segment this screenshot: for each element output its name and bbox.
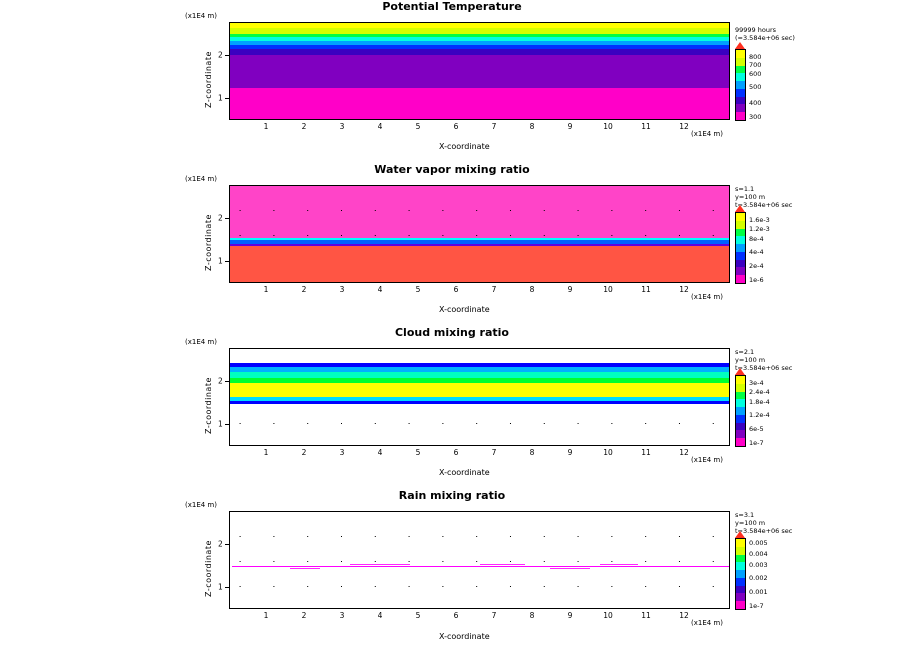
plot-area bbox=[229, 185, 730, 283]
colorbar-segment bbox=[736, 570, 745, 578]
colorbar-label: 6e-5 bbox=[749, 425, 764, 433]
panel-title: Cloud mixing ratio bbox=[394, 326, 509, 339]
colorbar-segment bbox=[736, 104, 745, 112]
colorbar-label: 2e-4 bbox=[749, 262, 764, 270]
panel-meta-line2: (=3.584e+06 sec) bbox=[735, 34, 795, 42]
colorbar-label: 3e-4 bbox=[749, 379, 764, 387]
colorbar-label: 2.4e-4 bbox=[749, 388, 770, 396]
x-tick: 7 bbox=[491, 285, 497, 294]
colorbar-segment bbox=[736, 213, 745, 221]
rain-contour-filament bbox=[350, 564, 410, 565]
panel-cloud-mixing-ratio bbox=[0, 326, 904, 486]
y-tick: 2 bbox=[218, 376, 223, 386]
x-tick: 6 bbox=[453, 611, 459, 620]
x-unit: (x1E4 m) bbox=[691, 130, 723, 138]
layer-band bbox=[230, 246, 729, 282]
colorbar-label: 1.8e-4 bbox=[749, 398, 770, 406]
panel-meta-line2: y=100 m bbox=[735, 519, 766, 527]
colorbar-segment bbox=[736, 244, 745, 252]
y-tickmark bbox=[225, 261, 229, 262]
colorbar-segment bbox=[736, 221, 745, 229]
grid-dots bbox=[230, 512, 729, 608]
colorbar-arrow bbox=[735, 42, 745, 49]
colorbar-segment bbox=[736, 58, 745, 66]
colorbar-label: 600 bbox=[749, 70, 762, 78]
x-tick: 12 bbox=[679, 611, 689, 620]
y-tickmark bbox=[225, 98, 229, 99]
colorbar-label: 0.005 bbox=[749, 539, 768, 547]
panel-meta-line1: s=1.1 bbox=[735, 185, 755, 193]
x-tick: 11 bbox=[641, 448, 651, 457]
x-tick: 8 bbox=[529, 448, 535, 457]
panel-meta-line1: 99999 hours bbox=[735, 26, 777, 34]
x-tick: 1 bbox=[263, 285, 269, 294]
y-tick: 2 bbox=[218, 50, 223, 60]
colorbar-segment bbox=[736, 430, 745, 438]
colorbar-segment bbox=[736, 586, 745, 594]
colorbar-segment bbox=[736, 392, 745, 400]
layer-band bbox=[230, 401, 729, 404]
colorbar-arrow bbox=[735, 531, 745, 538]
colorbar-segment bbox=[736, 73, 745, 81]
y-unit-top: (x1E4 m) bbox=[185, 338, 217, 346]
colorbar-segment bbox=[736, 423, 745, 431]
y-tick: 1 bbox=[218, 256, 223, 266]
colorbar-label: 1.2e-3 bbox=[749, 225, 770, 233]
x-tick: 10 bbox=[603, 611, 613, 620]
colorbar-segment bbox=[736, 97, 745, 105]
x-tick: 2 bbox=[301, 122, 307, 131]
rain-contour-filament bbox=[232, 566, 729, 567]
x-axis-label: X-coordinate bbox=[439, 305, 490, 314]
colorbar-label: 8e-4 bbox=[749, 235, 764, 243]
colorbar-segment bbox=[736, 81, 745, 89]
y-tickmark bbox=[225, 544, 229, 545]
x-tick: 9 bbox=[567, 122, 573, 131]
colorbar-segment bbox=[736, 539, 745, 547]
colorbar-label: 0.003 bbox=[749, 561, 768, 569]
colorbar bbox=[735, 212, 746, 284]
x-tick: 7 bbox=[491, 122, 497, 131]
colorbar-segment bbox=[736, 407, 745, 415]
x-tick: 3 bbox=[339, 448, 345, 457]
colorbar-segment bbox=[736, 547, 745, 555]
x-tick: 5 bbox=[415, 611, 421, 620]
x-tick: 6 bbox=[453, 122, 459, 131]
x-tick: 2 bbox=[301, 611, 307, 620]
colorbar-segment bbox=[736, 601, 745, 609]
rain-contour-filament bbox=[290, 568, 320, 569]
x-tick: 7 bbox=[491, 611, 497, 620]
colorbar-segment bbox=[736, 267, 745, 275]
y-axis-label: Z-coordinate bbox=[204, 540, 213, 597]
x-tick: 5 bbox=[415, 122, 421, 131]
x-tick: 10 bbox=[603, 122, 613, 131]
panel-meta-line2: y=100 m bbox=[735, 356, 766, 364]
plot-area bbox=[229, 348, 730, 446]
colorbar-arrow bbox=[735, 205, 745, 212]
colorbar-segment bbox=[736, 438, 745, 446]
x-tick: 11 bbox=[641, 611, 651, 620]
layer-band bbox=[230, 55, 729, 89]
colorbar-label: 4e-4 bbox=[749, 248, 764, 256]
panel-meta-line1: s=2.1 bbox=[735, 348, 755, 356]
colorbar bbox=[735, 49, 746, 121]
y-tickmark bbox=[225, 424, 229, 425]
colorbar-label: 0.001 bbox=[749, 588, 768, 596]
x-tick: 10 bbox=[603, 448, 613, 457]
x-axis-label: X-coordinate bbox=[439, 468, 490, 477]
colorbar-segment bbox=[736, 260, 745, 268]
x-tick: 4 bbox=[377, 122, 383, 131]
layer-band bbox=[230, 383, 729, 397]
colorbar-segment bbox=[736, 384, 745, 392]
x-tick: 11 bbox=[641, 285, 651, 294]
x-tick: 1 bbox=[263, 448, 269, 457]
y-axis-label: Z-coordinate bbox=[204, 214, 213, 271]
panel-meta-line3: t=3.584e+06 sec bbox=[735, 364, 793, 372]
x-axis-label: X-coordinate bbox=[439, 142, 490, 151]
x-tick: 1 bbox=[263, 611, 269, 620]
panel-meta-line3: t=3.584e+06 sec bbox=[735, 527, 793, 535]
x-tick: 11 bbox=[641, 122, 651, 131]
colorbar-label: 1.2e-4 bbox=[749, 411, 770, 419]
colorbar-segment bbox=[736, 376, 745, 384]
colorbar-label: 0.002 bbox=[749, 574, 768, 582]
x-tick: 5 bbox=[415, 285, 421, 294]
panel-title: Potential Temperature bbox=[382, 0, 522, 13]
x-tick: 4 bbox=[377, 448, 383, 457]
x-tick: 4 bbox=[377, 285, 383, 294]
colorbar bbox=[735, 375, 746, 447]
x-unit: (x1E4 m) bbox=[691, 293, 723, 301]
colorbar-arrow bbox=[735, 368, 745, 375]
panel-meta-line1: s=3.1 bbox=[735, 511, 755, 519]
y-tickmark bbox=[225, 381, 229, 382]
y-tickmark bbox=[225, 55, 229, 56]
plot-area bbox=[229, 22, 730, 120]
panel-rain-mixing-ratio bbox=[0, 489, 904, 654]
x-tick: 8 bbox=[529, 285, 535, 294]
plot-area bbox=[229, 511, 730, 609]
colorbar-segment bbox=[736, 415, 745, 423]
x-tick: 2 bbox=[301, 448, 307, 457]
panel-potential-temperature bbox=[0, 0, 904, 160]
rain-contour-filament bbox=[600, 564, 638, 565]
colorbar-segment bbox=[736, 236, 745, 244]
x-axis-label: X-coordinate bbox=[439, 632, 490, 641]
y-tickmark bbox=[225, 218, 229, 219]
colorbar-segment bbox=[736, 399, 745, 407]
rain-contour-filament bbox=[480, 564, 525, 565]
panel-meta-line2: y=100 m bbox=[735, 193, 766, 201]
colorbar-label: 300 bbox=[749, 113, 762, 121]
x-tick: 1 bbox=[263, 122, 269, 131]
x-unit: (x1E4 m) bbox=[691, 456, 723, 464]
x-tick: 7 bbox=[491, 448, 497, 457]
layer-band bbox=[230, 88, 729, 119]
colorbar-label: 1e-7 bbox=[749, 439, 764, 447]
panel-title: Rain mixing ratio bbox=[398, 489, 506, 502]
x-tick: 4 bbox=[377, 611, 383, 620]
colorbar-segment bbox=[736, 252, 745, 260]
x-tick: 9 bbox=[567, 285, 573, 294]
colorbar-label: 400 bbox=[749, 99, 762, 107]
y-axis-label: Z-coordinate bbox=[204, 51, 213, 108]
x-tick: 5 bbox=[415, 448, 421, 457]
x-tick: 3 bbox=[339, 611, 345, 620]
y-tick: 1 bbox=[218, 419, 223, 429]
colorbar-label: 500 bbox=[749, 83, 762, 91]
colorbar-label: 1e-6 bbox=[749, 276, 764, 284]
y-unit-top: (x1E4 m) bbox=[185, 501, 217, 509]
colorbar-segment bbox=[736, 112, 745, 120]
y-tickmark bbox=[225, 587, 229, 588]
colorbar bbox=[735, 538, 746, 610]
x-tick: 3 bbox=[339, 285, 345, 294]
y-tick: 1 bbox=[218, 93, 223, 103]
colorbar-segment bbox=[736, 578, 745, 586]
y-tick: 2 bbox=[218, 539, 223, 549]
colorbar-label: 800 bbox=[749, 53, 762, 61]
x-tick: 8 bbox=[529, 122, 535, 131]
x-tick: 9 bbox=[567, 611, 573, 620]
x-tick: 3 bbox=[339, 122, 345, 131]
x-unit: (x1E4 m) bbox=[691, 619, 723, 627]
colorbar-label: 0.004 bbox=[749, 550, 768, 558]
rain-contour-filament bbox=[550, 568, 590, 569]
panel-meta-line3: t=3.584e+06 sec bbox=[735, 201, 793, 209]
colorbar-segment bbox=[736, 593, 745, 601]
colorbar-segment bbox=[736, 89, 745, 97]
y-unit-top: (x1E4 m) bbox=[185, 12, 217, 20]
colorbar-segment bbox=[736, 275, 745, 283]
colorbar-segment bbox=[736, 229, 745, 237]
x-tick: 6 bbox=[453, 285, 459, 294]
x-tick: 10 bbox=[603, 285, 613, 294]
x-tick: 9 bbox=[567, 448, 573, 457]
y-tick: 1 bbox=[218, 582, 223, 592]
x-tick: 12 bbox=[679, 448, 689, 457]
colorbar-segment bbox=[736, 66, 745, 74]
colorbar-label: 1e-7 bbox=[749, 602, 764, 610]
panel-title: Water vapor mixing ratio bbox=[374, 163, 530, 176]
y-unit-top: (x1E4 m) bbox=[185, 175, 217, 183]
colorbar-segment bbox=[736, 562, 745, 570]
colorbar-segment bbox=[736, 50, 745, 58]
x-tick: 2 bbox=[301, 285, 307, 294]
colorbar-segment bbox=[736, 555, 745, 563]
y-tick: 2 bbox=[218, 213, 223, 223]
x-tick: 12 bbox=[679, 122, 689, 131]
y-axis-label: Z-coordinate bbox=[204, 377, 213, 434]
colorbar-label: 700 bbox=[749, 61, 762, 69]
colorbar-label: 1.6e-3 bbox=[749, 216, 770, 224]
panel-water-vapor-mixing-ratio bbox=[0, 163, 904, 323]
x-tick: 6 bbox=[453, 448, 459, 457]
x-tick: 8 bbox=[529, 611, 535, 620]
x-tick: 12 bbox=[679, 285, 689, 294]
